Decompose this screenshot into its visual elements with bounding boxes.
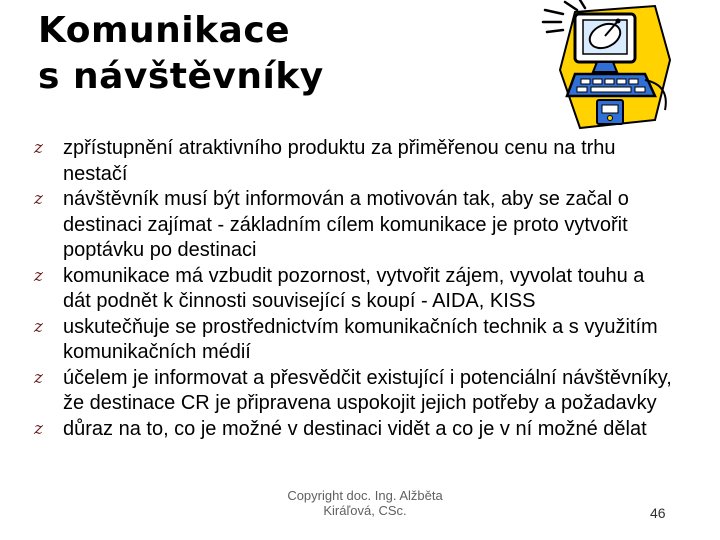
bullet-text: komunikace má vzbudit pozornost, vytvořit zájem, vyvolat touhu a dát podnět k činnosti související s koupí - AIDA, KISS [63, 264, 645, 312]
bullet-marker: z [34, 265, 43, 286]
list-item [34, 187, 674, 264]
bullet-marker: z [34, 189, 43, 209]
bullet-text: účelem je informovat a přesvědčit existující i potenciální návštěvníky, že destinace CR je připravena uspokojit jejich potřeby a požadavky [63, 366, 672, 414]
footer-line-2: Kiráľová, CSc. [323, 503, 407, 518]
satellite-dish-computer-icon [505, 0, 680, 135]
list-item [34, 366, 674, 417]
bullet-marker: z [34, 418, 43, 439]
bullet-list [34, 136, 674, 442]
bullet-marker: z [34, 138, 43, 158]
bullet-marker: z [34, 316, 43, 337]
list-item [34, 315, 674, 366]
title-line-1: Komunikace [38, 10, 291, 51]
title-line-2: s návštěvníky [38, 56, 324, 97]
bullet-text: zpřístupnění atraktivního produktu za přiměřenou cenu na trhu nestačí [63, 137, 616, 185]
list-item [34, 264, 674, 315]
bullet-text: uskutečňuje se prostřednictvím komunikačních technik a s využitím komunikačních médií [63, 315, 658, 363]
page-number: 46 [650, 505, 666, 521]
copyright-footer [270, 488, 460, 518]
list-item [34, 136, 674, 187]
list-item [34, 417, 674, 443]
slide-title [38, 8, 324, 100]
bullet-marker: z [34, 367, 43, 388]
bullet-text: důraz na to, co je možné v destinaci vidět a co je v ní možné dělat [63, 417, 647, 440]
footer-line-1: Copyright doc. Ing. Alžběta [287, 488, 443, 503]
bullet-text: návštěvník musí být informován a motivován tak, aby se začal o destinaci zajímat - základním cílem komunikace je proto vytvořit poptávku po destinaci [63, 188, 629, 261]
